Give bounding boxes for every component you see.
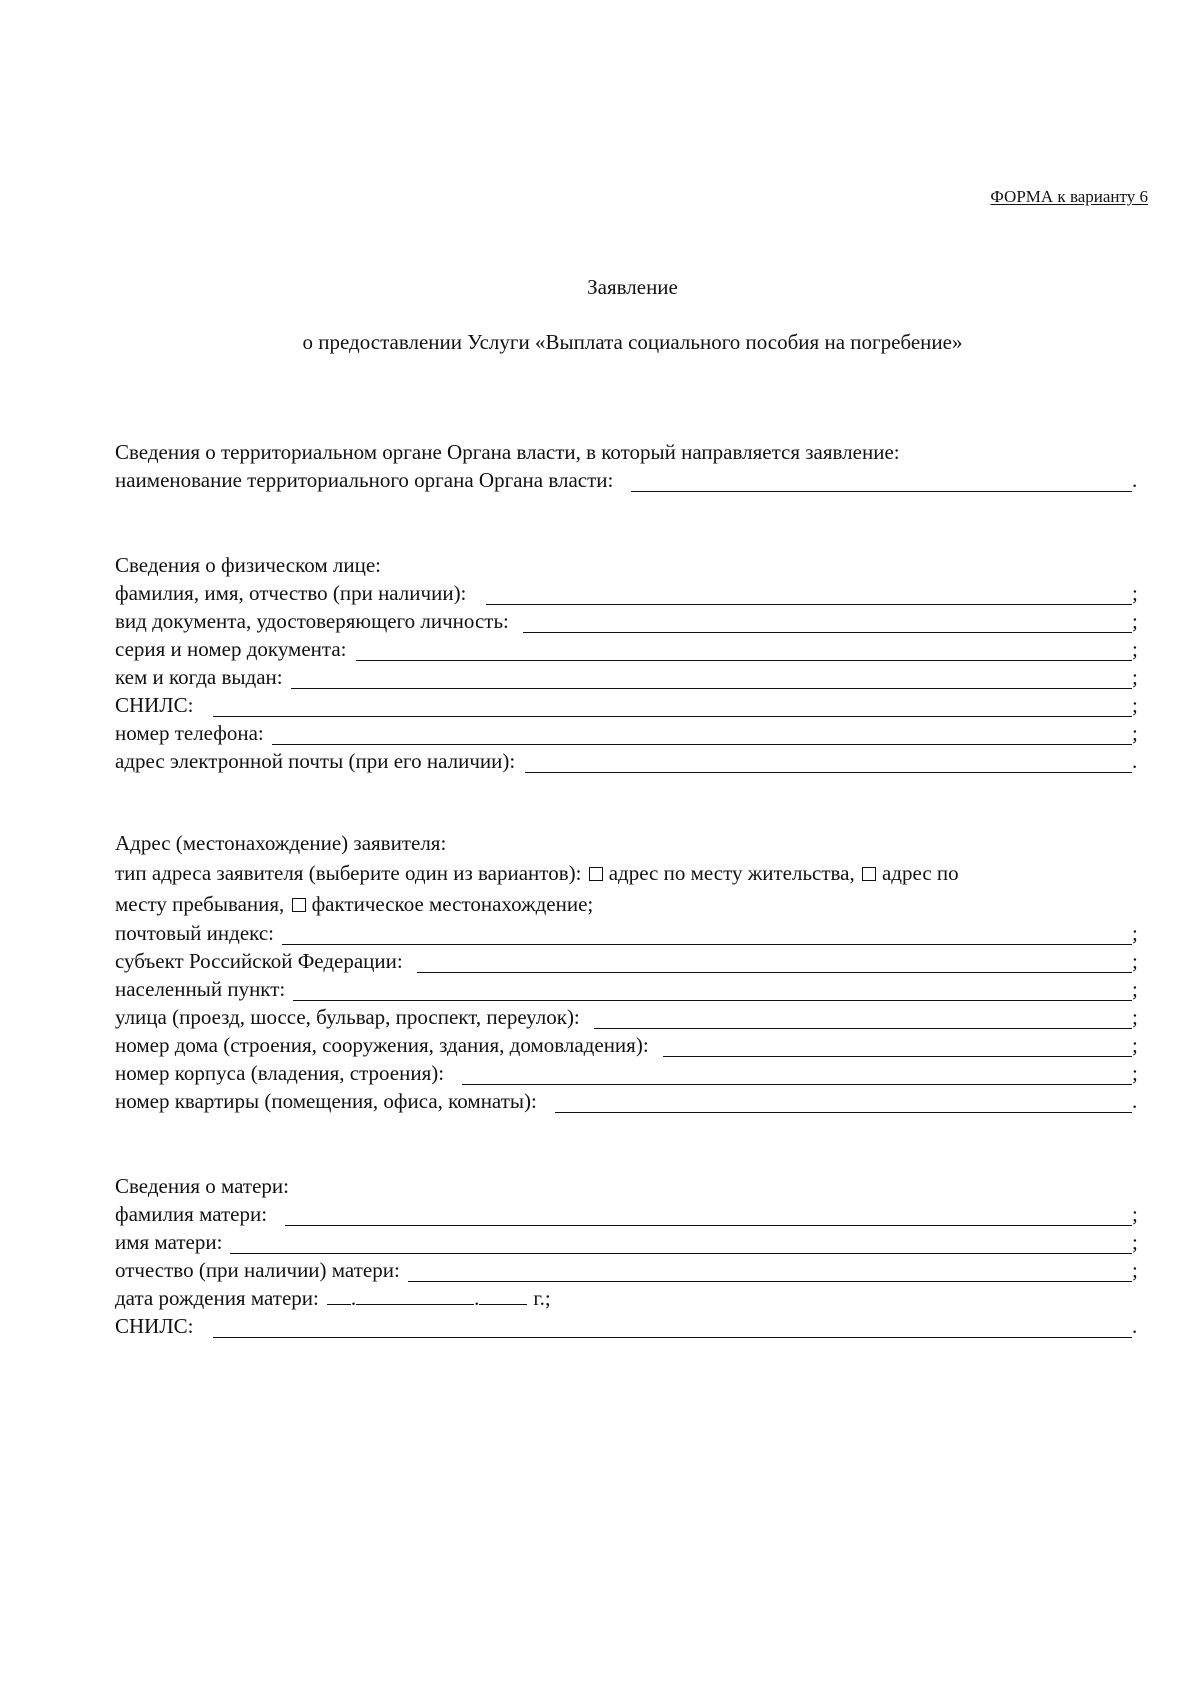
- option-stay-label-part1: адрес по: [881, 861, 959, 885]
- address-building-field[interactable]: [115, 1059, 1140, 1087]
- authority-section: [115, 438, 1140, 494]
- date-year-slot[interactable]: [479, 1286, 527, 1305]
- field-label: населенный пункт:: [115, 977, 286, 1001]
- document-subtitle: о предоставлении Услуги «Выплата социального пособия на погребение»: [302, 330, 963, 354]
- field-terminator: ;: [1132, 1230, 1138, 1254]
- blank-line[interactable]: [230, 1236, 1132, 1254]
- field-terminator: ;: [1132, 1005, 1138, 1029]
- checkbox-stay[interactable]: [862, 867, 876, 881]
- field-label: субъект Российской Федерации:: [115, 949, 403, 973]
- field-terminator: ;: [1132, 721, 1138, 745]
- blank-line[interactable]: [555, 1095, 1132, 1113]
- blank-line[interactable]: [282, 927, 1132, 945]
- mother-birth-date-field[interactable]: [115, 1284, 1140, 1312]
- person-heading: Сведения о физическом лице:: [115, 553, 381, 577]
- person-fullname-field[interactable]: [115, 579, 1140, 607]
- field-terminator: .: [1132, 468, 1138, 492]
- field-terminator: ;: [1132, 637, 1138, 661]
- person-doc-issued-field[interactable]: [115, 663, 1140, 691]
- date-separator: .: [474, 1286, 480, 1310]
- field-terminator: ;: [1132, 921, 1138, 945]
- field-label: кем и когда выдан:: [115, 665, 283, 689]
- field-label: наименование территориального органа Органа власти:: [115, 468, 614, 492]
- address-locality-field[interactable]: [115, 975, 1140, 1003]
- field-terminator: .: [1132, 1089, 1138, 1113]
- field-label: фамилия матери:: [115, 1202, 268, 1226]
- field-terminator: .: [1132, 1314, 1138, 1338]
- address-region-field[interactable]: [115, 947, 1140, 975]
- field-label: номер корпуса (владения, строения):: [115, 1061, 445, 1085]
- checkbox-residence[interactable]: [589, 867, 603, 881]
- field-terminator: ;: [1132, 609, 1138, 633]
- blank-line[interactable]: [272, 727, 1132, 745]
- person-email-field[interactable]: [115, 747, 1140, 775]
- address-section: [115, 829, 1140, 1115]
- field-terminator: ;: [1132, 1061, 1138, 1085]
- field-label: серия и номер документа:: [115, 637, 347, 661]
- field-terminator: .: [1132, 749, 1138, 773]
- field-label: адрес электронной почты (при его наличии):: [115, 749, 516, 773]
- blank-line[interactable]: [523, 615, 1132, 633]
- field-label: СНИЛС:: [115, 693, 194, 717]
- blank-line[interactable]: [356, 643, 1132, 661]
- field-terminator: ;: [1132, 665, 1138, 689]
- field-label: улица (проезд, шоссе, бульвар, проспект, переулок):: [115, 1005, 580, 1029]
- blank-line[interactable]: [594, 1011, 1132, 1029]
- field-label: почтовый индекс:: [115, 921, 274, 945]
- mother-patronymic-field[interactable]: [115, 1256, 1140, 1284]
- blank-line[interactable]: [291, 671, 1132, 689]
- field-terminator: ;: [1132, 1202, 1138, 1226]
- person-snils-field[interactable]: [115, 691, 1140, 719]
- field-label: номер дома (строения, сооружения, здания, домовладения):: [115, 1033, 649, 1057]
- option-residence-label: адрес по месту жительства,: [608, 861, 855, 885]
- authority-name-field[interactable]: [115, 466, 1140, 494]
- blank-line[interactable]: [408, 1264, 1132, 1282]
- authority-heading: Сведения о территориальном органе Органа власти, в который направляется заявление:: [115, 440, 900, 464]
- field-label: фамилия, имя, отчество (при наличии):: [115, 581, 467, 605]
- mother-surname-field[interactable]: [115, 1200, 1140, 1228]
- field-terminator: ;: [1132, 693, 1138, 717]
- address-type-prefix: тип адреса заявителя (выберите один из вариантов):: [115, 861, 582, 885]
- field-label: СНИЛС:: [115, 1314, 194, 1338]
- blank-line[interactable]: [663, 1039, 1132, 1057]
- field-terminator: ;: [1132, 1033, 1138, 1057]
- mother-section: [115, 1172, 1140, 1340]
- address-house-field[interactable]: [115, 1031, 1140, 1059]
- date-day-slot[interactable]: [327, 1286, 351, 1305]
- blank-line[interactable]: [293, 983, 1132, 1001]
- field-terminator: ;: [1132, 949, 1138, 973]
- field-label: номер квартиры (помещения, офиса, комнаты):: [115, 1089, 537, 1113]
- address-heading: Адрес (местонахождение) заявителя:: [115, 831, 447, 855]
- mother-snils-field[interactable]: [115, 1312, 1140, 1340]
- blank-line[interactable]: [213, 699, 1132, 717]
- person-phone-field[interactable]: [115, 719, 1140, 747]
- address-apartment-field[interactable]: [115, 1087, 1140, 1115]
- field-terminator: ;: [1132, 581, 1138, 605]
- address-street-field[interactable]: [115, 1003, 1140, 1031]
- person-section: [115, 551, 1140, 775]
- address-type-line-2: [115, 889, 1140, 919]
- blank-line[interactable]: [213, 1320, 1132, 1338]
- option-stay-label-part2: месту пребывания,: [115, 892, 285, 916]
- blank-line[interactable]: [417, 955, 1132, 973]
- blank-line[interactable]: [462, 1067, 1132, 1085]
- mother-heading: Сведения о матери:: [115, 1174, 289, 1198]
- address-postcode-field[interactable]: [115, 919, 1140, 947]
- document-title: Заявление: [587, 275, 678, 299]
- blank-line[interactable]: [631, 474, 1132, 492]
- field-terminator: ;: [1132, 977, 1138, 1001]
- date-separator: .: [350, 1286, 357, 1310]
- option-actual-location-label: фактическое местонахождение;: [311, 892, 594, 916]
- field-terminator: ;: [1132, 1258, 1138, 1282]
- mother-name-field[interactable]: [115, 1228, 1140, 1256]
- field-label: номер телефона:: [115, 721, 264, 745]
- blank-line[interactable]: [486, 587, 1132, 605]
- form-reference: ФОРМА к варианту 6: [990, 187, 1148, 206]
- field-label: дата рождения матери:: [115, 1286, 319, 1310]
- blank-line[interactable]: [525, 755, 1132, 773]
- field-label: вид документа, удостоверяющего личность:: [115, 609, 509, 633]
- date-suffix: г.;: [533, 1286, 551, 1310]
- person-id-doc-type-field[interactable]: [115, 607, 1140, 635]
- field-label: имя матери:: [115, 1230, 223, 1254]
- person-doc-number-field[interactable]: [115, 635, 1140, 663]
- blank-line[interactable]: [285, 1208, 1132, 1226]
- address-type-line-1: [115, 857, 1140, 889]
- field-label: отчество (при наличии) матери:: [115, 1258, 400, 1282]
- date-month-slot[interactable]: [356, 1286, 474, 1305]
- checkbox-actual-location[interactable]: [292, 898, 306, 912]
